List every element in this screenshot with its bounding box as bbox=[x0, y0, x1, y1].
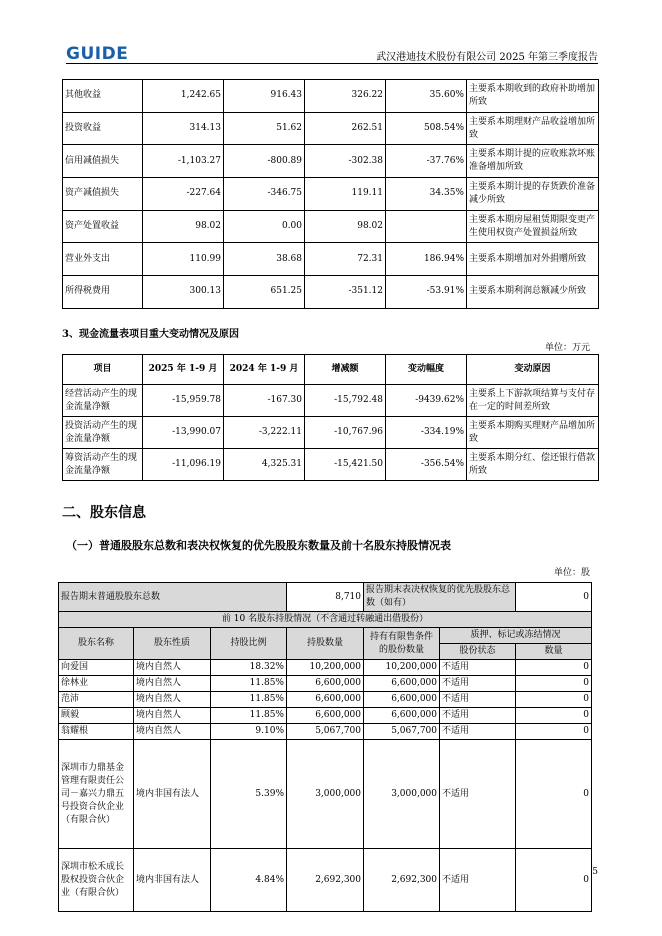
current-value: -227.64 bbox=[143, 178, 224, 211]
shareholder-nature: 境内非国有法人 bbox=[134, 740, 211, 849]
prior-value: 38.68 bbox=[224, 243, 305, 276]
current-value: -15,959.78 bbox=[143, 385, 224, 417]
shareholder-row bbox=[59, 660, 592, 676]
shareholder-row bbox=[59, 676, 592, 692]
shareholder-nature: 境内自然人 bbox=[134, 724, 211, 740]
pledge-count: 0 bbox=[516, 740, 592, 849]
prior-value: -167.30 bbox=[224, 385, 305, 417]
holding-ratio: 11.85% bbox=[211, 692, 287, 708]
holding-ratio: 11.85% bbox=[211, 708, 287, 724]
company-logo: GUIDE bbox=[66, 44, 129, 64]
restricted-quantity: 6,600,000 bbox=[364, 692, 440, 708]
header-divider bbox=[66, 63, 598, 64]
cashflow-row bbox=[63, 385, 599, 417]
change-percent: -9439.62% bbox=[386, 385, 467, 417]
report-title: 武汉港迪技术股份有限公司 2025 年第三季度报告 bbox=[376, 52, 598, 63]
item-name: 投资活动产生的现金流量净额 bbox=[63, 417, 143, 449]
col-header-item: 项目 bbox=[63, 355, 143, 385]
page-number: 5 bbox=[592, 867, 598, 877]
change-percent: 34.35% bbox=[386, 178, 467, 211]
page-header bbox=[66, 42, 598, 64]
change-reason: 主要系本期计提的存货跌价准备减少所致 bbox=[467, 178, 599, 211]
share-status: 不适用 bbox=[440, 660, 516, 676]
item-name: 其他收益 bbox=[63, 80, 143, 113]
pledge-count: 0 bbox=[516, 660, 592, 676]
change-percent: -53.91% bbox=[386, 276, 467, 309]
holding-quantity: 2,692,300 bbox=[287, 849, 364, 912]
shareholder-name: 翁耀根 bbox=[59, 724, 134, 740]
change-reason: 主要系本期房屋租赁期限变更产生使用权资产处置损益所致 bbox=[467, 210, 599, 243]
change-value: -351.12 bbox=[305, 276, 386, 309]
change-percent: 508.54% bbox=[386, 112, 467, 145]
income-row bbox=[63, 112, 599, 145]
change-value: -10,767.96 bbox=[305, 417, 386, 449]
pref-shareholders-value: 0 bbox=[516, 583, 592, 612]
restricted-quantity: 6,600,000 bbox=[364, 676, 440, 692]
change-percent: 186.94% bbox=[386, 243, 467, 276]
shareholder-unit: 单位：股 bbox=[553, 568, 590, 578]
holding-quantity: 6,600,000 bbox=[287, 708, 364, 724]
col-header-reason: 变动原因 bbox=[467, 355, 599, 385]
shareholder-nature: 境内自然人 bbox=[134, 660, 211, 676]
income-row bbox=[63, 210, 599, 243]
shareholder-row bbox=[59, 692, 592, 708]
col-header-qty: 持股数量 bbox=[287, 628, 364, 660]
change-value: 72.31 bbox=[305, 243, 386, 276]
shareholder-header-row bbox=[59, 628, 592, 644]
total-shareholders-value: 8,710 bbox=[287, 583, 364, 612]
change-value: 262.51 bbox=[305, 112, 386, 145]
change-value: 98.02 bbox=[305, 210, 386, 243]
col-header-status: 股份状态 bbox=[440, 644, 516, 660]
income-row bbox=[63, 178, 599, 211]
holding-ratio: 9.10% bbox=[211, 724, 287, 740]
share-status: 不适用 bbox=[440, 676, 516, 692]
restricted-quantity: 6,600,000 bbox=[364, 708, 440, 724]
holding-quantity: 5,067,700 bbox=[287, 724, 364, 740]
change-value: 119.11 bbox=[305, 178, 386, 211]
shareholder-nature: 境内非国有法人 bbox=[134, 849, 211, 912]
prior-value: 651.25 bbox=[224, 276, 305, 309]
change-percent: -37.76% bbox=[386, 145, 467, 178]
holding-quantity: 6,600,000 bbox=[287, 692, 364, 708]
change-percent: -334.19% bbox=[386, 417, 467, 449]
shareholder-section-title: 二、股东信息 bbox=[62, 505, 146, 521]
income-row bbox=[63, 276, 599, 309]
change-reason: 主要系本期分红、偿还银行借款所致 bbox=[467, 449, 599, 481]
change-value: 326.22 bbox=[305, 80, 386, 113]
current-value: -11,096.19 bbox=[143, 449, 224, 481]
current-value: 110.99 bbox=[143, 243, 224, 276]
change-value: -15,792.48 bbox=[305, 385, 386, 417]
pledge-count: 0 bbox=[516, 676, 592, 692]
col-header-2025: 2025 年 1-9 月 bbox=[143, 355, 224, 385]
current-value: 98.02 bbox=[143, 210, 224, 243]
current-value: 300.13 bbox=[143, 276, 224, 309]
col-header-count: 数量 bbox=[516, 644, 592, 660]
shareholder-name: 徐林业 bbox=[59, 676, 134, 692]
col-header-2024: 2024 年 1-9 月 bbox=[224, 355, 305, 385]
item-name: 营业外支出 bbox=[63, 243, 143, 276]
change-reason: 主要系本期计提的应收账款坏账准备增加所致 bbox=[467, 145, 599, 178]
income-row bbox=[63, 243, 599, 276]
share-status: 不适用 bbox=[440, 692, 516, 708]
pref-shareholders-label: 报告期末表决权恢复的优先股股东总数（如有） bbox=[364, 583, 516, 612]
pledge-count: 0 bbox=[516, 708, 592, 724]
cashflow-row bbox=[63, 449, 599, 481]
cashflow-header-row bbox=[63, 355, 599, 385]
cashflow-row bbox=[63, 417, 599, 449]
share-status: 不适用 bbox=[440, 708, 516, 724]
col-header-nature: 股东性质 bbox=[134, 628, 211, 660]
shareholder-nature: 境内自然人 bbox=[134, 708, 211, 724]
shareholder-name: 深圳市松禾成长股权投资合伙企业（有限合伙） bbox=[59, 849, 134, 912]
prior-value: -346.75 bbox=[224, 178, 305, 211]
prior-value: 4,325.31 bbox=[224, 449, 305, 481]
change-reason: 主要系本期理财产品收益增加所致 bbox=[467, 112, 599, 145]
item-name: 经营活动产生的现金流量净额 bbox=[63, 385, 143, 417]
col-header-pledge: 质押、标记或冻结情况 bbox=[440, 628, 592, 644]
shareholder-row bbox=[59, 849, 592, 912]
col-header-name: 股东名称 bbox=[59, 628, 134, 660]
cashflow-changes-table bbox=[62, 354, 599, 481]
shareholder-subtitle: （一）普通股股东总数和表决权恢复的优先股股东数量及前十名股东持股情况表 bbox=[66, 539, 451, 552]
col-header-restricted: 持有有限售条件的股份数量 bbox=[364, 628, 440, 660]
holding-ratio: 4.84% bbox=[211, 849, 287, 912]
item-name: 资产减值损失 bbox=[63, 178, 143, 211]
current-value: -13,990.07 bbox=[143, 417, 224, 449]
restricted-quantity: 3,000,000 bbox=[364, 740, 440, 849]
col-header-ratio: 持股比例 bbox=[211, 628, 287, 660]
shareholder-name: 范沛 bbox=[59, 692, 134, 708]
change-value: -15,421.50 bbox=[305, 449, 386, 481]
restricted-quantity: 10,200,000 bbox=[364, 660, 440, 676]
total-shareholders-row bbox=[59, 583, 592, 612]
restricted-quantity: 2,692,300 bbox=[364, 849, 440, 912]
change-reason: 主要系本期利润总额减少所致 bbox=[467, 276, 599, 309]
prior-value: -3,222.11 bbox=[224, 417, 305, 449]
prior-value: 916.43 bbox=[224, 80, 305, 113]
item-name: 信用减值损失 bbox=[63, 145, 143, 178]
current-value: 314.13 bbox=[143, 112, 224, 145]
cashflow-unit: 单位：万元 bbox=[544, 343, 590, 353]
current-value: 1,242.65 bbox=[143, 80, 224, 113]
change-reason: 主要系上下游款项结算与支付存在一定的时间差所致 bbox=[467, 385, 599, 417]
change-reason: 主要系本期收到的政府补助增加所致 bbox=[467, 80, 599, 113]
prior-value: 51.62 bbox=[224, 112, 305, 145]
restricted-quantity: 5,067,700 bbox=[364, 724, 440, 740]
shareholder-row bbox=[59, 724, 592, 740]
current-value: -1,103.27 bbox=[143, 145, 224, 178]
top10-caption-row bbox=[59, 612, 592, 628]
shareholder-row bbox=[59, 708, 592, 724]
income-row bbox=[63, 145, 599, 178]
holding-quantity: 3,000,000 bbox=[287, 740, 364, 849]
share-status: 不适用 bbox=[440, 724, 516, 740]
holding-ratio: 11.85% bbox=[211, 676, 287, 692]
holding-ratio: 18.32% bbox=[211, 660, 287, 676]
item-name: 所得税费用 bbox=[63, 276, 143, 309]
holding-quantity: 10,200,000 bbox=[287, 660, 364, 676]
income-row bbox=[63, 80, 599, 113]
total-shareholders-label: 报告期末普通股股东总数 bbox=[59, 583, 287, 612]
change-percent bbox=[386, 210, 467, 243]
shareholder-name: 顾毅 bbox=[59, 708, 134, 724]
change-value: -302.38 bbox=[305, 145, 386, 178]
holding-ratio: 5.39% bbox=[211, 740, 287, 849]
pledge-count: 0 bbox=[516, 724, 592, 740]
change-percent: 35.60% bbox=[386, 80, 467, 113]
shareholders-table bbox=[58, 582, 592, 912]
cashflow-section-title: 3、现金流量表项目重大变动情况及原因 bbox=[62, 329, 239, 340]
share-status: 不适用 bbox=[440, 740, 516, 849]
prior-value: 0.00 bbox=[224, 210, 305, 243]
col-header-change: 增减额 bbox=[305, 355, 386, 385]
share-status: 不适用 bbox=[440, 849, 516, 912]
prior-value: -800.89 bbox=[224, 145, 305, 178]
pledge-count: 0 bbox=[516, 849, 592, 912]
change-percent: -356.54% bbox=[386, 449, 467, 481]
shareholder-nature: 境内自然人 bbox=[134, 676, 211, 692]
top10-caption: 前 10 名股东持股情况（不含通过转融通出借股份） bbox=[59, 612, 592, 628]
col-header-pct: 变动幅度 bbox=[386, 355, 467, 385]
shareholder-name: 向爱国 bbox=[59, 660, 134, 676]
change-reason: 主要系本期增加对外捐赠所致 bbox=[467, 243, 599, 276]
item-name: 投资收益 bbox=[63, 112, 143, 145]
shareholder-row bbox=[59, 740, 592, 849]
shareholder-nature: 境内自然人 bbox=[134, 692, 211, 708]
change-reason: 主要系本期购买理财产品增加所致 bbox=[467, 417, 599, 449]
holding-quantity: 6,600,000 bbox=[287, 676, 364, 692]
income-changes-table bbox=[62, 79, 599, 309]
item-name: 资产处置收益 bbox=[63, 210, 143, 243]
pledge-count: 0 bbox=[516, 692, 592, 708]
item-name: 筹资活动产生的现金流量净额 bbox=[63, 449, 143, 481]
shareholder-name: 深圳市力鼎基金管理有限责任公司－嘉兴力鼎五号投资合伙企业（有限合伙） bbox=[59, 740, 134, 849]
